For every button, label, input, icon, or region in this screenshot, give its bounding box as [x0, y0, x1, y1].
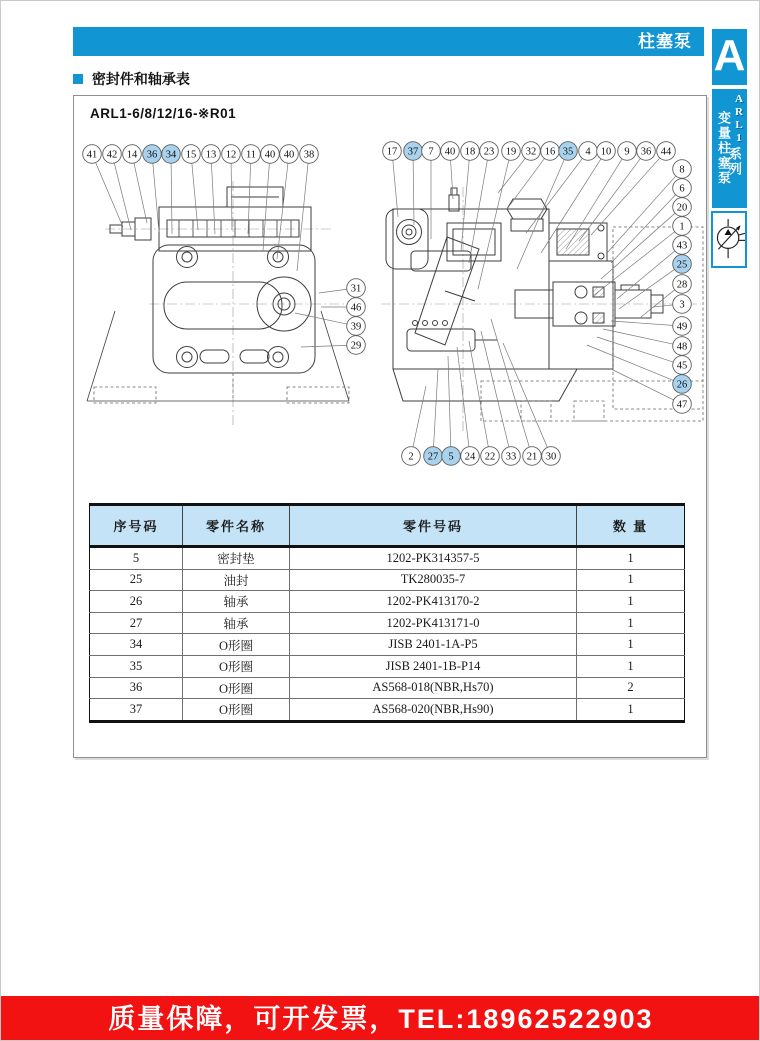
svg-text:36: 36: [146, 149, 158, 161]
svg-text:17: 17: [386, 146, 398, 158]
table-cell: 密封垫: [183, 547, 290, 570]
table-cell: 2: [577, 677, 685, 699]
svg-text:9: 9: [624, 146, 630, 158]
section-bullet-icon: [73, 74, 83, 84]
svg-text:34: 34: [165, 149, 177, 161]
table-cell: 1202-PK413171-0: [290, 612, 577, 634]
table-cell: 1: [577, 612, 685, 634]
svg-text:43: 43: [676, 240, 688, 252]
svg-text:14: 14: [126, 149, 138, 161]
model-title: ARL1-6/8/12/16-※R01: [90, 106, 237, 121]
table-header-row: [90, 505, 685, 547]
svg-text:6: 6: [679, 183, 685, 195]
header-bar: [73, 27, 704, 56]
table-header-cell: 数 量: [577, 505, 685, 547]
table-row: [90, 634, 685, 656]
svg-text:19: 19: [505, 146, 517, 158]
svg-text:8: 8: [679, 164, 685, 176]
callout-labels: [83, 142, 692, 466]
svg-text:20: 20: [676, 202, 688, 214]
svg-text:32: 32: [525, 146, 537, 158]
table-cell: 油封: [183, 569, 290, 591]
tab-letter: A: [713, 31, 746, 80]
section-title: 密封件和轴承表: [91, 71, 190, 87]
table-cell: 1: [577, 655, 685, 677]
brand-logo: ARL1: [733, 93, 745, 145]
svg-text:7: 7: [428, 146, 434, 158]
svg-text:48: 48: [676, 341, 688, 353]
table-cell: 36: [90, 677, 183, 699]
table-cell: JISB 2401-1A-P5: [290, 634, 577, 656]
category-label: 变量柱塞泵: [716, 111, 731, 186]
svg-text:40: 40: [444, 146, 456, 158]
svg-text:18: 18: [464, 146, 476, 158]
parts-table: [89, 503, 685, 723]
sidebar-series-box: [712, 89, 747, 208]
variable-pump-icon: [713, 213, 745, 266]
svg-text:49: 49: [676, 321, 688, 333]
section-heading: [73, 69, 190, 85]
table-cell: O形圈: [183, 677, 290, 699]
svg-text:12: 12: [225, 149, 237, 161]
table-cell: 1202-PK413170-2: [290, 591, 577, 613]
svg-text:40: 40: [264, 149, 276, 161]
left-pump-drawing: [87, 187, 349, 401]
svg-text:40: 40: [283, 149, 295, 161]
svg-text:1: 1: [679, 221, 685, 233]
svg-text:27: 27: [427, 451, 439, 463]
svg-text:44: 44: [660, 146, 672, 158]
svg-text:38: 38: [303, 149, 315, 161]
table-cell: 37: [90, 699, 183, 722]
svg-text:46: 46: [350, 302, 362, 314]
table-header-cell: 序号码: [90, 505, 183, 547]
svg-text:11: 11: [245, 149, 257, 161]
svg-text:10: 10: [600, 146, 612, 158]
table-cell: 25: [90, 569, 183, 591]
table-cell: TK280035-7: [290, 569, 577, 591]
svg-text:31: 31: [350, 283, 362, 295]
table-cell: 1: [577, 699, 685, 722]
svg-text:21: 21: [526, 451, 538, 463]
svg-text:39: 39: [350, 321, 362, 333]
right-pump-drawing: [386, 188, 663, 401]
table-cell: 34: [90, 634, 183, 656]
svg-text:26: 26: [676, 379, 688, 391]
svg-text:23: 23: [483, 146, 495, 158]
table-cell: 1: [577, 547, 685, 570]
page-title: 柱塞泵: [638, 32, 692, 51]
table-cell: AS568-018(NBR,Hs70): [290, 677, 577, 699]
svg-text:16: 16: [544, 146, 556, 158]
svg-text:45: 45: [676, 360, 688, 372]
svg-text:25: 25: [676, 259, 688, 271]
svg-text:29: 29: [350, 340, 362, 352]
table-cell: 27: [90, 612, 183, 634]
svg-text:24: 24: [464, 451, 476, 463]
table-row: [90, 699, 685, 722]
table-cell: JISB 2401-1B-P14: [290, 655, 577, 677]
series-label: 系列: [727, 147, 742, 177]
table-header-cell: 零件号码: [290, 505, 577, 547]
svg-text:22: 22: [484, 451, 496, 463]
table-row: [90, 569, 685, 591]
svg-text:47: 47: [676, 399, 688, 411]
table-row: [90, 612, 685, 634]
table-cell: 26: [90, 591, 183, 613]
svg-text:4: 4: [585, 146, 591, 158]
svg-text:33: 33: [505, 451, 517, 463]
footer-text: 质量保障，可开发票，TEL:18962522903: [108, 1004, 654, 1034]
svg-text:42: 42: [106, 149, 118, 161]
pump-drawings: [73, 95, 707, 495]
svg-text:30: 30: [545, 451, 557, 463]
svg-text:41: 41: [86, 149, 98, 161]
svg-text:35: 35: [562, 146, 574, 158]
svg-text:36: 36: [640, 146, 652, 158]
sidebar-tab-a: [712, 29, 747, 85]
table-row: [90, 591, 685, 613]
svg-text:13: 13: [205, 149, 217, 161]
svg-text:5: 5: [448, 451, 454, 463]
pump-symbol-box: [711, 211, 747, 268]
table-row: [90, 547, 685, 570]
footer-banner: [1, 996, 760, 1041]
table-cell: 轴承: [183, 591, 290, 613]
table-cell: 1: [577, 569, 685, 591]
svg-text:3: 3: [679, 299, 685, 311]
svg-text:28: 28: [676, 279, 688, 291]
svg-text:37: 37: [407, 146, 419, 158]
table-row: [90, 677, 685, 699]
table-cell: AS568-020(NBR,Hs90): [290, 699, 577, 722]
table-row: [90, 655, 685, 677]
svg-text:2: 2: [408, 451, 414, 463]
table-cell: 1: [577, 591, 685, 613]
table-cell: O形圈: [183, 655, 290, 677]
table-cell: 1: [577, 634, 685, 656]
svg-text:15: 15: [185, 149, 197, 161]
table-header-cell: 零件名称: [183, 505, 290, 547]
table-cell: O形圈: [183, 699, 290, 722]
table-cell: O形圈: [183, 634, 290, 656]
table-cell: 轴承: [183, 612, 290, 634]
parts-table-body: [90, 547, 685, 722]
table-cell: 35: [90, 655, 183, 677]
table-cell: 5: [90, 547, 183, 570]
table-cell: 1202-PK314357-5: [290, 547, 577, 570]
